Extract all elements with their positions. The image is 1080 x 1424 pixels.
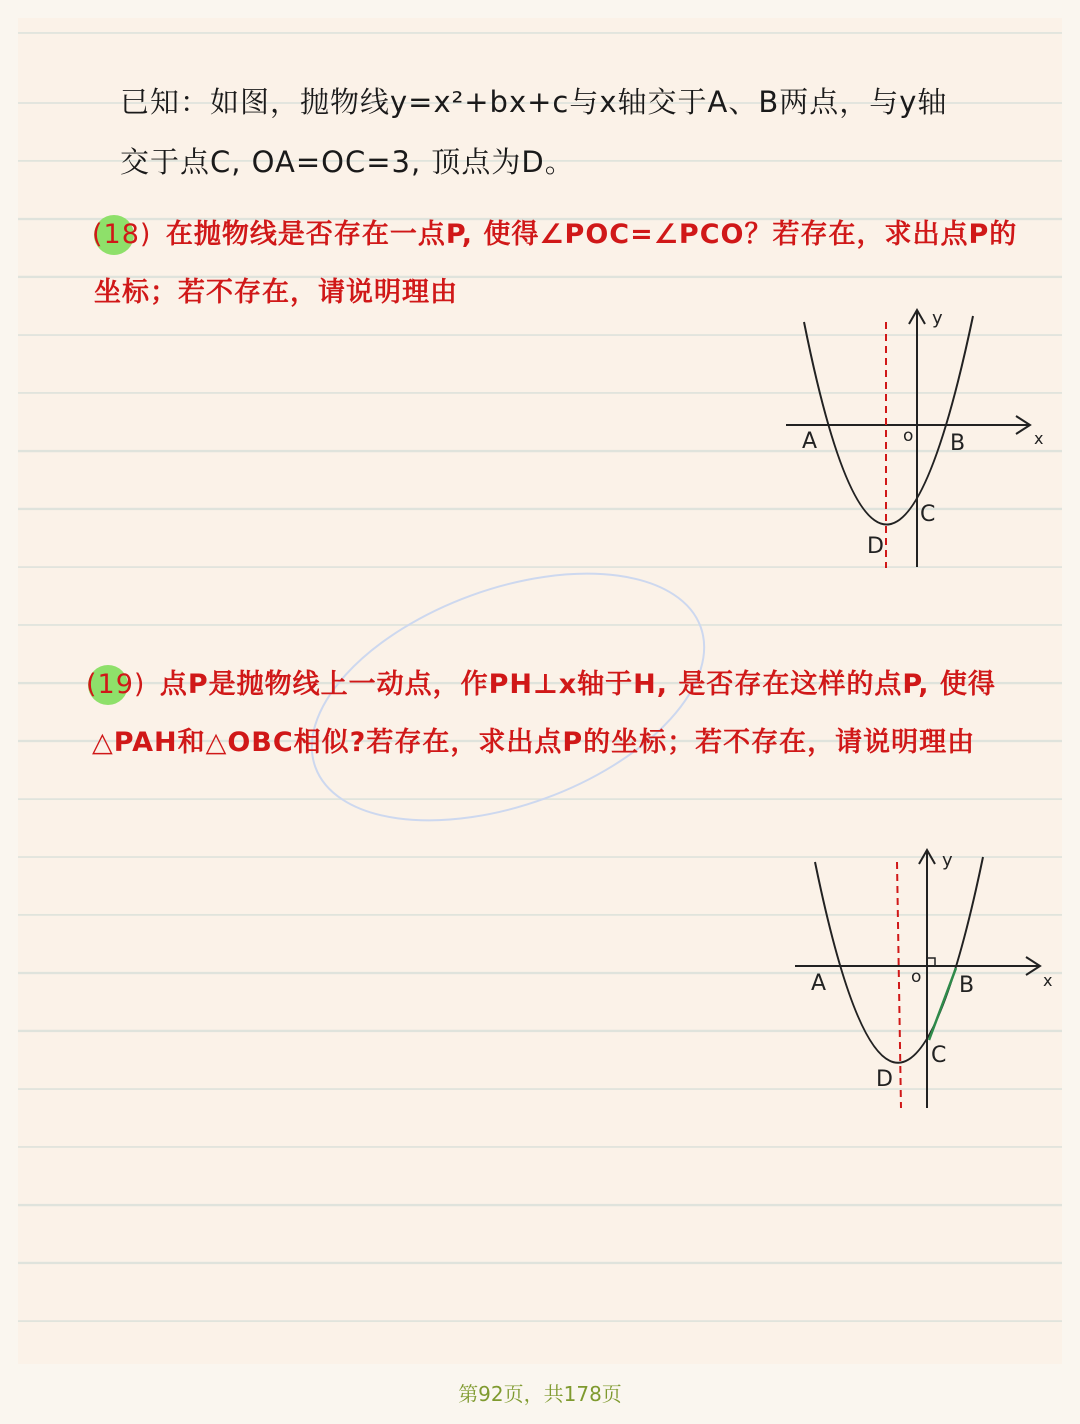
point-b-label: B: [959, 973, 975, 998]
point-c-label: C: [931, 1043, 947, 1068]
origin-label: o: [911, 967, 922, 987]
question-19-number: (19): [82, 669, 149, 700]
segment-bc: [929, 968, 956, 1040]
y-label: y: [942, 850, 953, 871]
point-a-label: A: [811, 971, 827, 996]
intro-line-2: 交于点C, OA=OC=3, 顶点为D。: [120, 145, 575, 179]
origin-label: o: [903, 426, 914, 446]
x-label: x: [1043, 971, 1053, 990]
x-label: x: [1034, 429, 1044, 448]
point-d-label: D: [867, 534, 884, 559]
point-b-label: B: [950, 431, 966, 456]
y-label: y: [932, 308, 943, 329]
point-d-label: D: [876, 1067, 893, 1092]
question-19-line-2: △PAH和△OBC相似?若存在，求出点P的坐标；若不存在，请说明理由: [92, 727, 976, 758]
point-a-label: A: [802, 429, 818, 454]
point-c-label: C: [920, 502, 936, 527]
question-18-text: 在抛物线是否存在一点P, 使得∠POC=∠PCO？若存在，求出点P的: [165, 219, 1018, 250]
right-angle-mark: [927, 958, 935, 966]
question-18-line-2: 坐标；若不存在，请说明理由: [94, 277, 458, 308]
symmetry-axis: [897, 862, 901, 1108]
question-18-number: (18): [88, 219, 155, 250]
intro-line-1: 已知：如图，抛物线y=x²+bx+c与x轴交于A、B两点，与y轴: [120, 85, 948, 119]
question-19-text: 点P是抛物线上一动点，作PH⊥x轴于H, 是否存在这样的点P, 使得: [159, 669, 996, 700]
page-number: 第92页，共178页: [458, 1382, 622, 1406]
